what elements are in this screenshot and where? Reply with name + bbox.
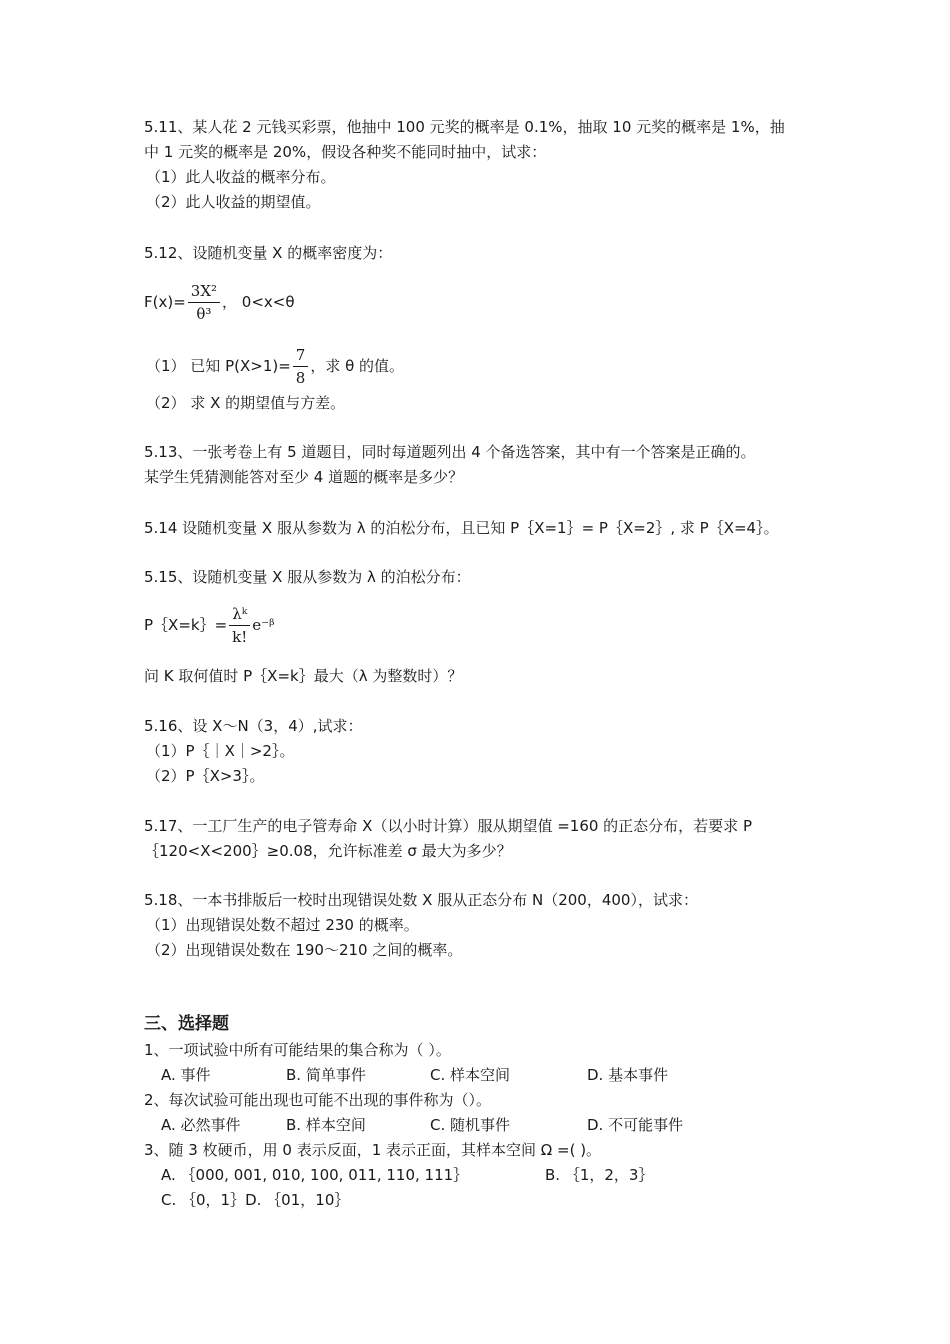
fraction-numerator: λᵏ	[229, 604, 250, 626]
choice-q3-options-cd: C. ｛0，1｝D. ｛01，10｝	[161, 1191, 350, 1209]
problem-5-12-q1	[146, 345, 404, 388]
choice-q1-option-a: A. 事件	[161, 1066, 211, 1084]
fraction-numerator: 3X²	[188, 281, 220, 303]
choice-q3-option-a: A. ｛000, 001, 010, 100, 011, 110, 111｝	[161, 1166, 469, 1184]
exponential-term: e⁻ᵝ	[252, 616, 275, 634]
formula-condition: ， 0<x<θ	[222, 293, 295, 311]
choice-q2-option-d: D. 不可能事件	[587, 1116, 684, 1134]
density-fraction	[188, 281, 220, 324]
problem-5-18-q1: （1）出现错误处数不超过 230 的概率。	[146, 916, 419, 934]
choice-q1-option-c: C. 样本空间	[430, 1066, 511, 1084]
probability-fraction	[293, 345, 309, 388]
problem-5-17-line2: ｛120<X<200｝≥0.08，允许标准差 σ 最大为多少？	[144, 842, 512, 860]
problem-5-15-formula	[144, 604, 275, 647]
problem-5-12-intro: 5.12、设随机变量 X 的概率密度为：	[144, 244, 393, 262]
choice-q1-stem: 1、一项试验中所有可能结果的集合称为（ ）。	[144, 1041, 451, 1059]
formula-lhs: P｛X=k｝=	[144, 616, 228, 634]
problem-5-11-line1: 5.11、某人花 2 元钱买彩票，他抽中 100 元奖的概率是 0.1%，抽取 10 元奖的概率是 1%，抽	[144, 118, 785, 136]
fraction-denominator: θ³	[196, 305, 212, 323]
choice-q1-option-d: D. 基本事件	[587, 1066, 669, 1084]
problem-5-15-intro: 5.15、设随机变量 X 服从参数为 λ 的泊松分布：	[144, 568, 471, 586]
problem-5-15-question: 问 K 取何值时 P｛X=k｝最大（λ 为整数时）？	[144, 667, 463, 685]
choice-q2-option-a: A. 必然事件	[161, 1116, 241, 1134]
problem-5-11-line2: 中 1 元奖的概率是 20%，假设各种奖不能同时抽中，试求：	[144, 143, 547, 161]
choice-q3-option-b: B. ｛1，2，3｝	[545, 1166, 654, 1184]
problem-5-11-q2: （2）此人收益的期望值。	[146, 193, 321, 211]
choice-q2-stem: 2、每次试验可能出现也可能不出现的事件称为（）。	[144, 1091, 492, 1109]
choice-q3-stem: 3、随 3 枚硬币，用 0 表示反面，1 表示正面，其样本空间 Ω =( )。	[144, 1141, 602, 1159]
fraction-denominator: 8	[295, 369, 306, 387]
formula-lhs: F(x)=	[144, 293, 186, 311]
choice-q2-option-c: C. 随机事件	[430, 1116, 511, 1134]
problem-5-11-q1: （1）此人收益的概率分布。	[146, 168, 336, 186]
problem-5-18-q2: （2）出现错误处数在 190～210 之间的概率。	[146, 941, 463, 959]
q1-prefix: （1） 已知 P(X>1)=	[146, 357, 291, 375]
fraction-denominator: k!	[232, 628, 248, 646]
problem-5-12-q2: （2） 求 X 的期望值与方差。	[146, 394, 346, 412]
problem-5-12-formula	[144, 281, 295, 324]
problem-5-17-line1: 5.17、一工厂生产的电子管寿命 X（以小时计算）服从期望值 =160 的正态分布，若要求 P	[144, 817, 752, 835]
problem-5-18-intro: 5.18、一本书排版后一校时出现错误处数 X 服从正态分布 N（200，400），试求：	[144, 891, 698, 909]
problem-5-13-line2: 某学生凭猜测能答对至少 4 道题的概率是多少？	[144, 468, 464, 486]
choice-q1-option-b: B. 简单事件	[286, 1066, 366, 1084]
choice-q2-option-b: B. 样本空间	[286, 1116, 366, 1134]
problem-5-16-q1: （1）P｛｜X｜>2｝。	[146, 742, 295, 760]
problem-5-16-intro: 5.16、设 X～N（3，4）,试求：	[144, 717, 363, 735]
problem-5-16-q2: （2）P｛X>3｝。	[146, 767, 265, 785]
fraction-numerator: 7	[293, 345, 309, 367]
problem-5-14: 5.14 设随机变量 X 服从参数为 λ 的泊松分布，且已知 P｛X=1｝= P｛X=2｝, 求 P｛X=4｝。	[144, 519, 779, 537]
poisson-fraction	[229, 604, 250, 647]
section-heading: 三、选择题	[144, 1014, 229, 1034]
q1-suffix: ，求 θ 的值。	[310, 357, 405, 375]
problem-5-13-line1: 5.13、一张考卷上有 5 道题目，同时每道题列出 4 个备选答案，其中有一个答案是正确的。	[144, 443, 756, 461]
